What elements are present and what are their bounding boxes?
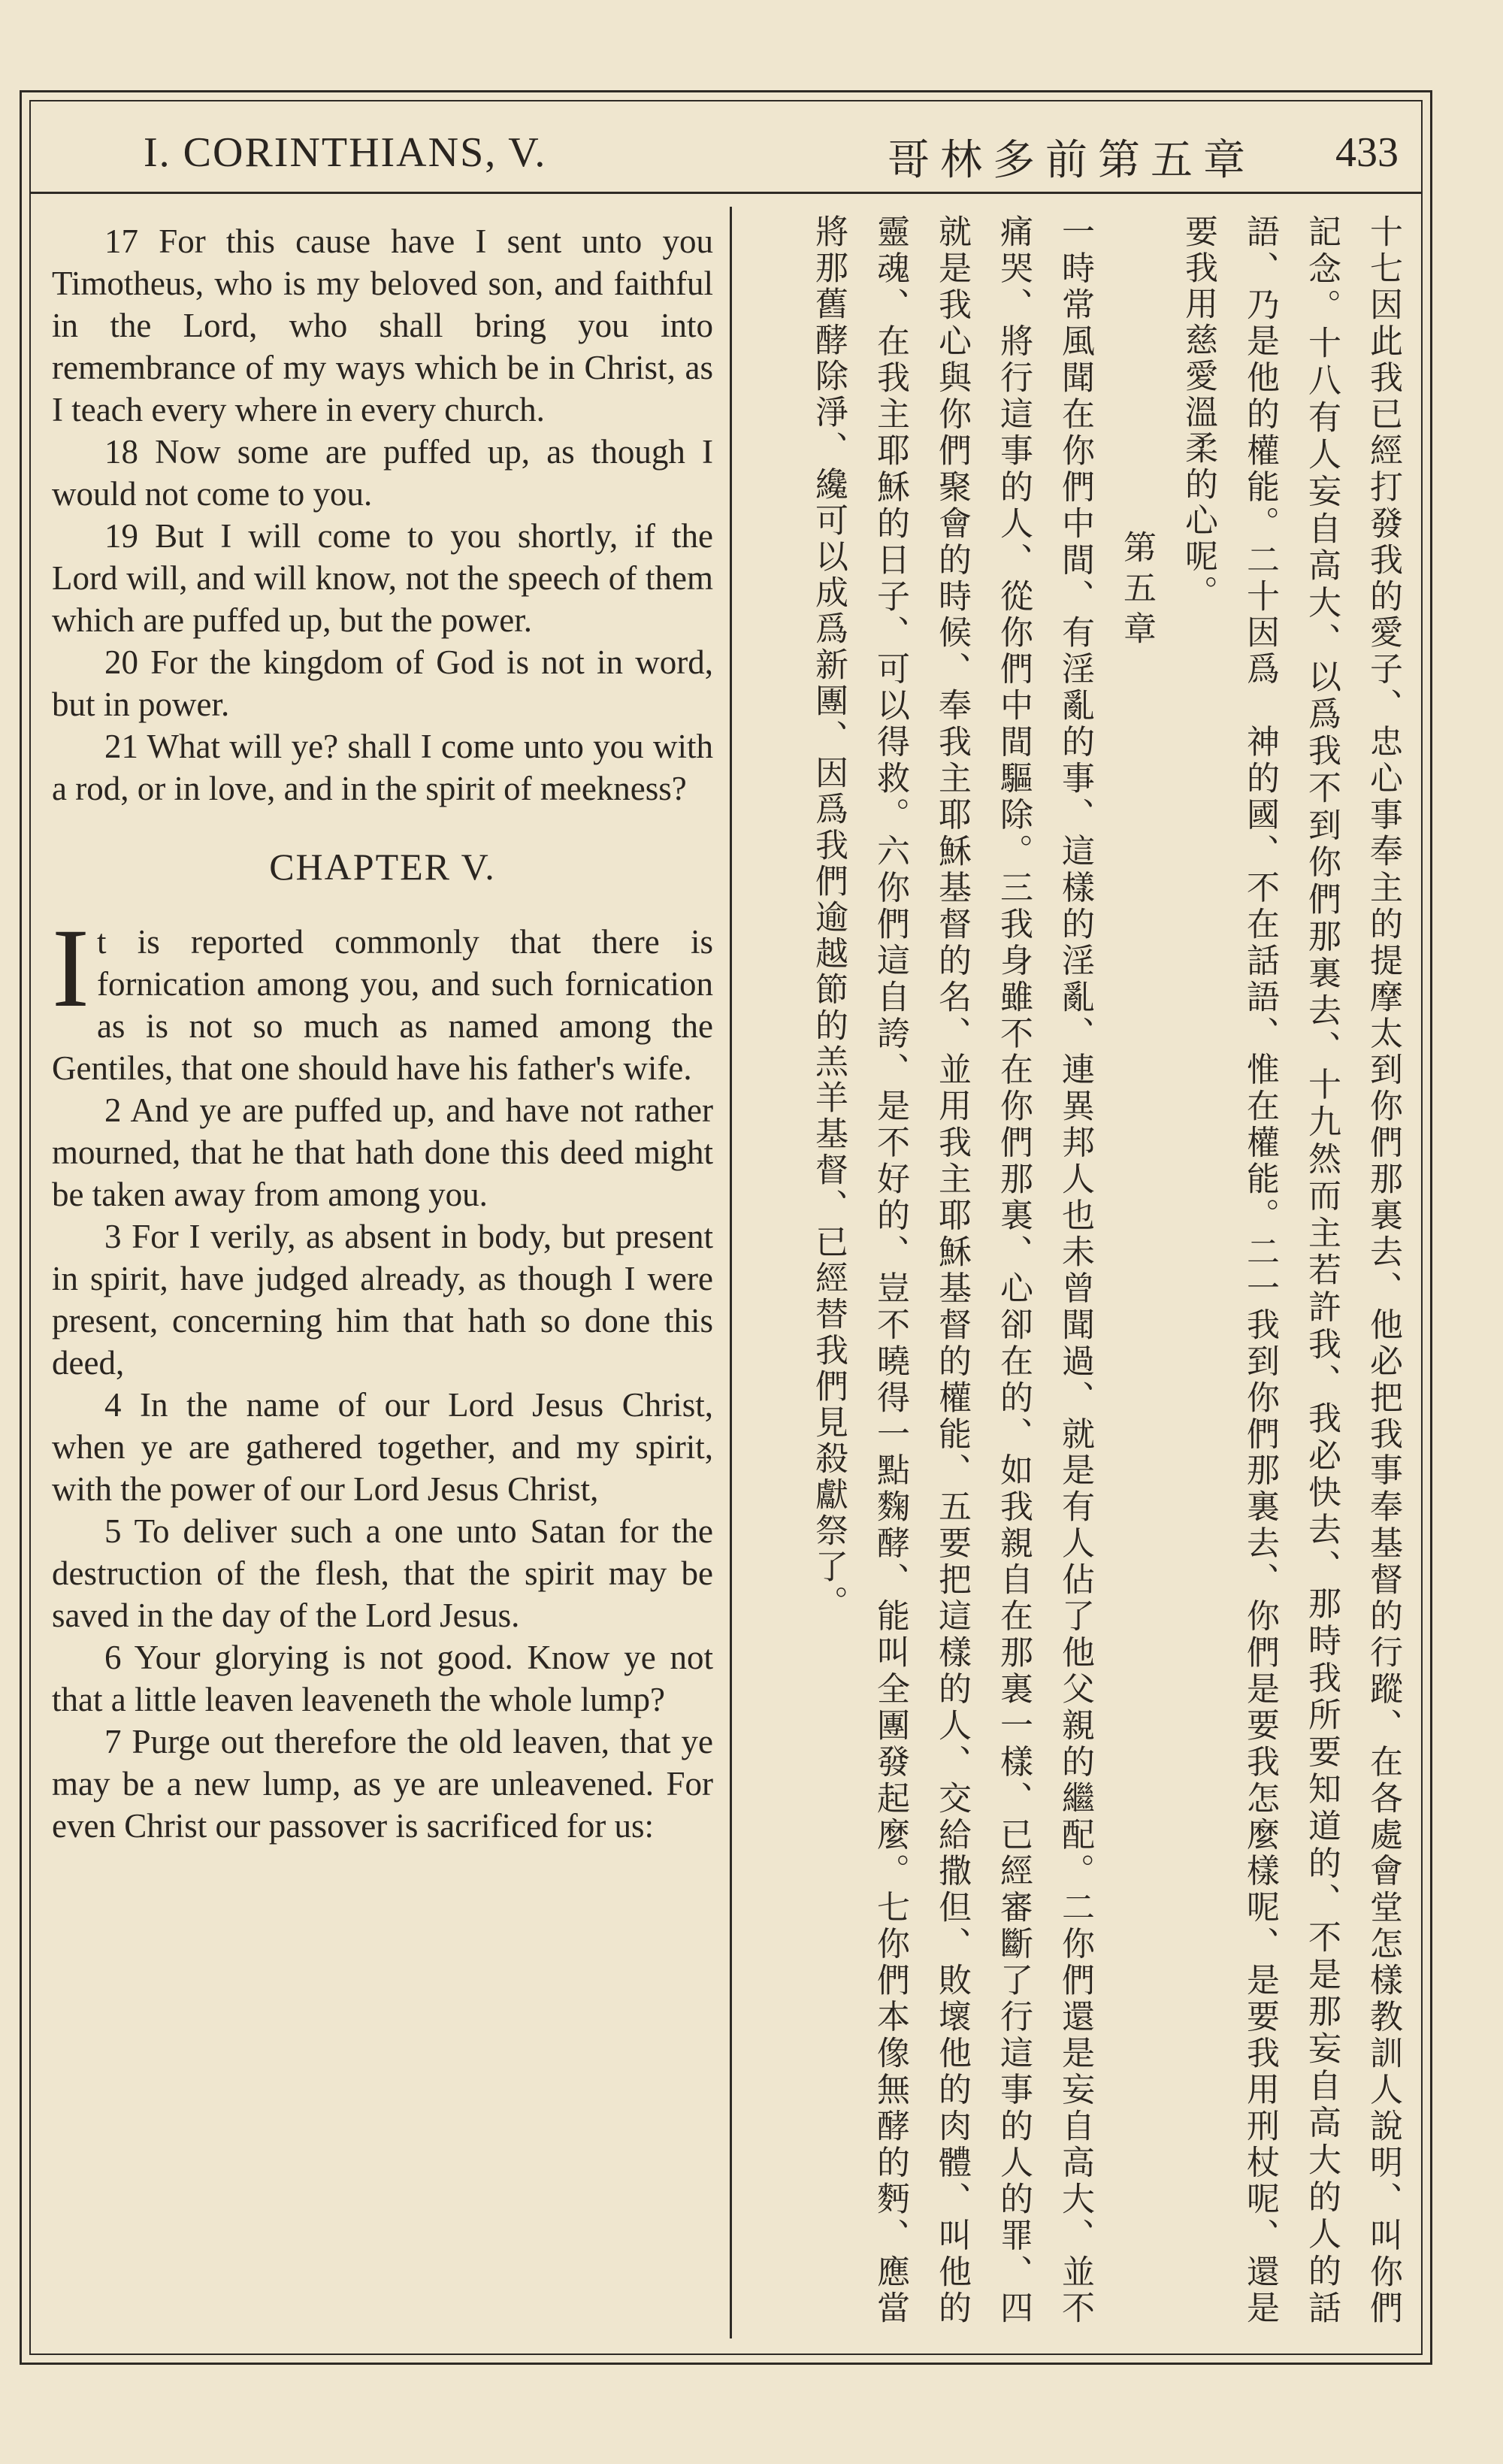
verse-5-5: 5 To deliver such a one unto Satan for the destruction of the flesh, that the spirit may be saved in the day of the Lord Jesus.: [52, 1512, 713, 1634]
verse-4-17: 17 For this cause have I sent unto you Timotheus, who is my beloved son, and faithful in the Lord, who shall bring you into remembrance of my ways which be in Christ, as I teach every where in every church.: [52, 222, 713, 428]
verse-4-18: 18 Now some are puffed up, as though I would not come to you.: [52, 433, 713, 513]
verse-4-21: 21 What will ye? shall I come unto you with a rod, or in love, and in the spirit of meekness?: [52, 728, 713, 807]
page-number: 433: [1335, 129, 1399, 176]
verse-4-19: 19 But I will come to you shortly, if the Lord will, and will know, not the speech of them which are puffed up, but the power.: [52, 517, 713, 639]
verse-5-7: 7 Purge out therefore the old leaven, that ye may be a new lump, as ye are unleavened. For even Christ our passover is sacrificed for us:: [52, 1723, 713, 1845]
chapter-heading-chinese: 第五章: [1117, 530, 1156, 652]
page-frame: [20, 90, 1432, 2365]
verse-5-6: 6 Your glorying is not good. Know ye not that a little leaven leaveneth the whole lump?: [52, 1639, 713, 1718]
verse-5-1: It is reported commonly that there is fornication among you, and such fornication as is not so much as named among the Gentiles, that one should have his father's wife.: [52, 906, 713, 1087]
verse-5-3: 3 For I verily, as absent in body, but present in spirit, have judged already, as though I were present, concerning him that hath so done this deed,: [52, 1218, 713, 1382]
english-column: [52, 220, 713, 1847]
chapter-heading-english: CHAPTER V.: [269, 846, 496, 888]
chinese-column: [752, 214, 1414, 2326]
verse-5-2: 2 And ye are puffed up, and have not rather mourned, that he that hath done this deed might be taken away from among you.: [52, 1091, 713, 1213]
verse-4-20: 20 For the kingdom of God is not in word, but in power.: [52, 643, 713, 723]
page-inner-frame: [29, 100, 1423, 2355]
chinese-chapter-4-text: 十七因此我已經打發我的愛子、忠心事奉主的提摩太到你們那裏去、他必把我事奉基督的行蹤、在各處會堂怎樣教訓人說明、叫你們記念。十八有人妄自高大、以爲我不到你們那裏去、十九然而主若許我、我必快去、那時我所要知道的、不是那妄自高大的人的話語、乃是他的權能。二十因爲 神的國、不在話語、惟在權能。二一我到你們那裏去、你們是要我怎麼樣呢、是要我用刑杖呢、還是要我用慈愛溫柔的心呢。: [1179, 214, 1402, 2326]
column-divider: [730, 207, 732, 2338]
running-header: [31, 101, 1421, 194]
chinese-chapter-5-text: 一時常風聞在你們中間、有淫亂的事、這樣的淫亂、連異邦人也未曾聞過、就是有人佔了他父親的繼配。二你們還是妄自高大、並不痛哭、將行這事的人、從你們中間驅除。三我身雖不在你們那裏、心卻在的、如我親自在那裏一樣、已經審斷了行這事的人的罪、四就是我心與你們聚會的時候、奉我主耶穌基督的名、並用我主耶穌基督的權能、五要把這樣的人、交給撒但、敗壞他的肉體、叫他的靈魂、在我主耶穌的日子、可以得救。六你們這自誇、是不好的、豈不曉得一點麴酵、能叫全團發起麼。七你們本像無酵的麪、應當將那舊酵除淨、纔可以成爲新團、因爲我們逾越節的羔羊基督、已經替我們見殺獻祭了。: [809, 214, 1094, 2326]
header-title-english: I. CORINTHIANS, V.: [144, 129, 547, 176]
verse-5-4: 4 In the name of our Lord Jesus Christ, when ye are gathered together, and my spirit, with the power of our Lord Jesus Christ,: [52, 1386, 713, 1508]
header-title-chinese: 哥林多前第五章: [888, 136, 1256, 185]
